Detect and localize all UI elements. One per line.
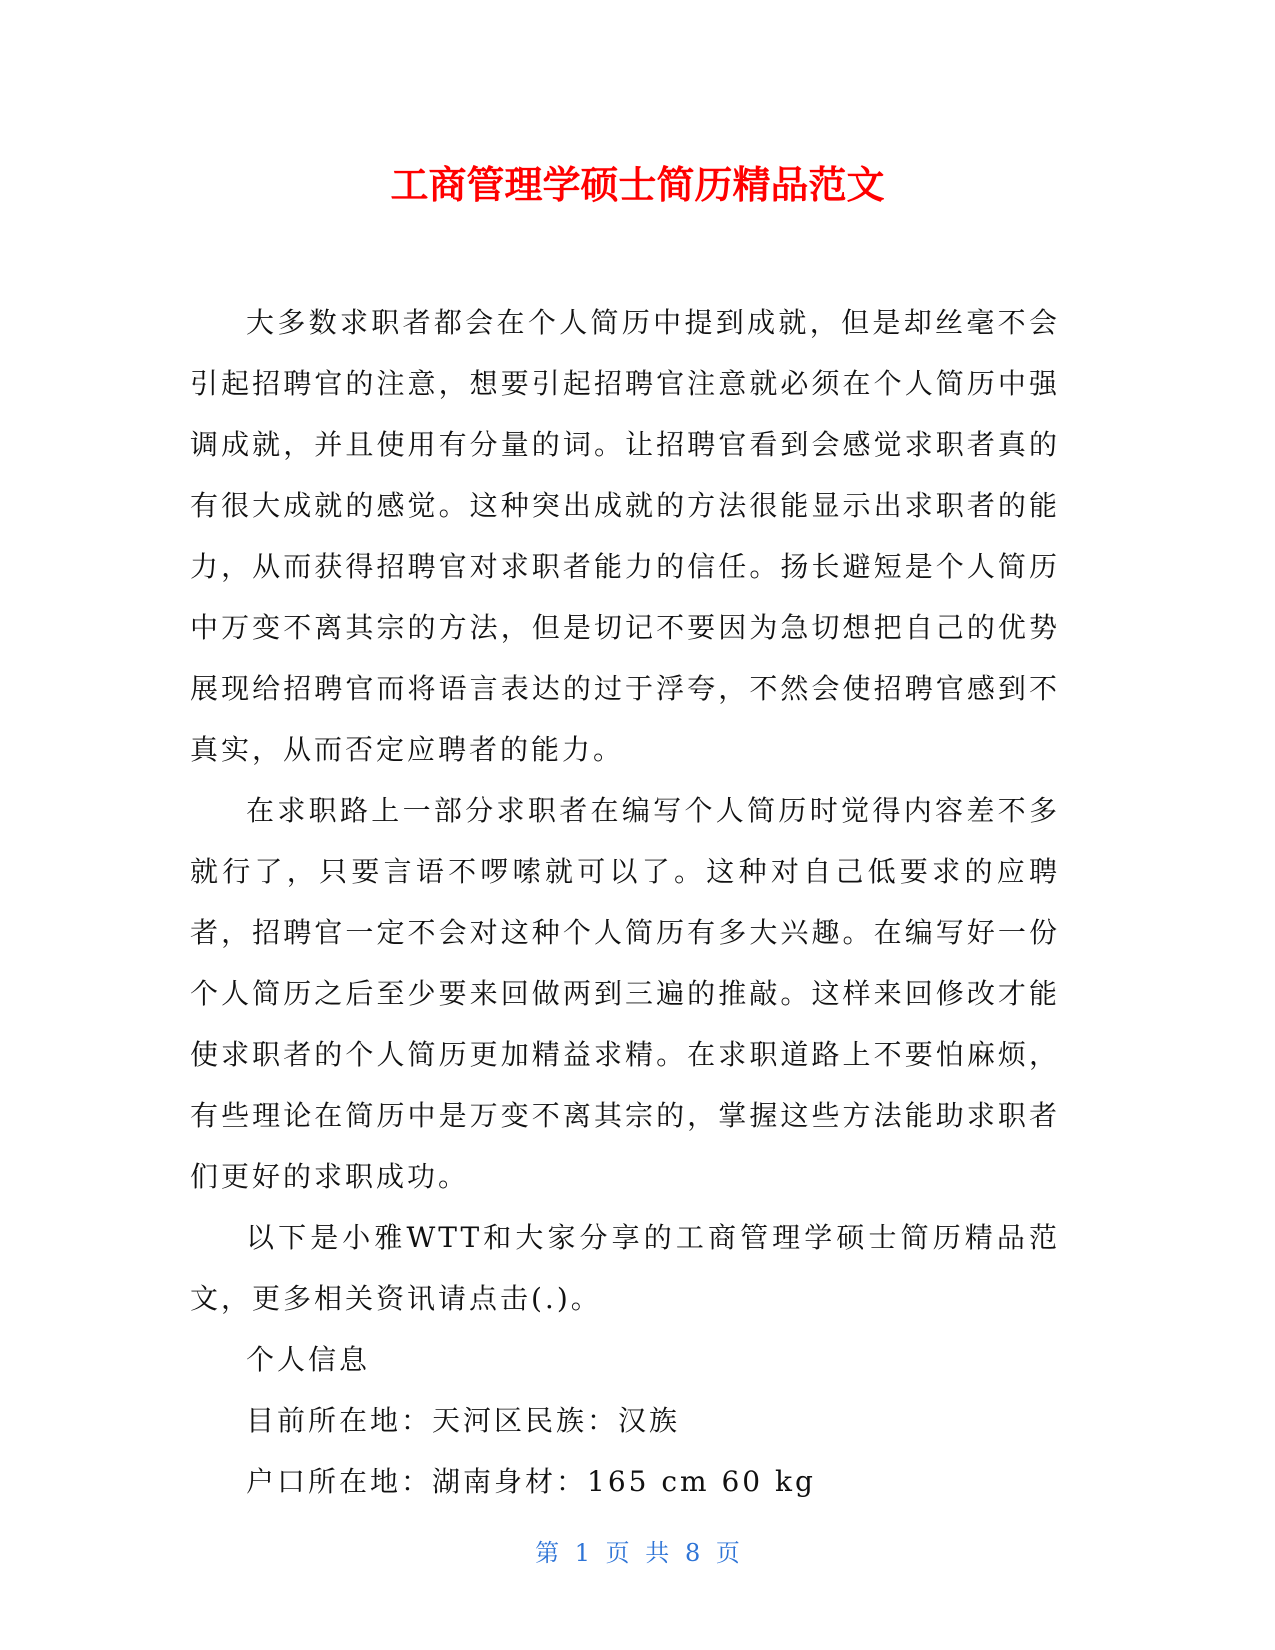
info-line-location: 目前所在地：天河区民族：汉族 bbox=[246, 1404, 681, 1437]
document-title: 工商管理学硕士简历精品范文 bbox=[390, 163, 885, 207]
paragraph-intro: 以下是小雅WTT和大家分享的工商管理学硕士简历精品范文，更多相关资讯请点击(.)。 bbox=[190, 1221, 1060, 1315]
paragraph-revision: 在求职路上一部分求职者在编写个人简历时觉得内容差不多就行了，只要言语不啰嗦就可以了。这种对自己低要求的应聘者，招聘官一定不会对这种个人简历有多大兴趣。在编写好一份个人简历之后至少要来回做两到三遍的推敲。这样来回修改才能使求职者的个人简历更加精益求精。在求职道路上不要怕麻烦，有些理论在简历中是万变不离其宗的，掌握这些方法能助求职者们更好的求职成功。 bbox=[190, 794, 1060, 1193]
info-line-hukou: 户口所在地：湖南身材：165 cm 60 kg bbox=[246, 1465, 816, 1498]
personal-info-heading: 个人信息 bbox=[246, 1343, 371, 1376]
page-number-footer: 第 1 页 共 8 页 bbox=[535, 1539, 740, 1567]
paragraph-achievements: 大多数求职者都会在个人简历中提到成就，但是却丝毫不会引起招聘官的注意，想要引起招聘官注意就必须在个人简历中强调成就，并且使用有分量的词。让招聘官看到会感觉求职者真的有很大成就的感觉。这种突出成就的方法很能显示出求职者的能力，从而获得招聘官对求职者能力的信任。扬长避短是个人简历中万变不离其宗的方法，但是切记不要因为急切想把自己的优势展现给招聘官而将语言表达的过于浮夸，不然会使招聘官感到不真实，从而否定应聘者的能力。 bbox=[190, 306, 1060, 766]
document-body bbox=[190, 292, 1060, 1512]
